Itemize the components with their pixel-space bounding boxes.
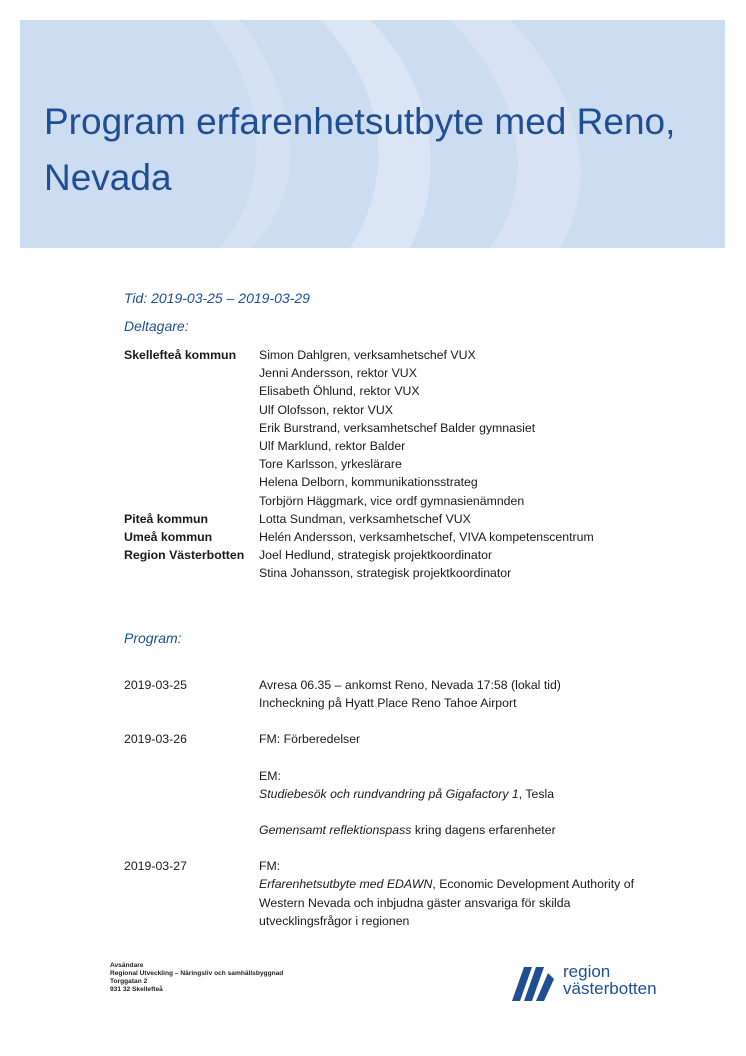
sender-line: Avsändare (110, 962, 144, 969)
participant-name: Helena Delborn, kommunikationsstrateg (259, 475, 478, 490)
program-line (259, 875, 644, 930)
program-day (124, 676, 644, 712)
program-line (259, 767, 644, 785)
program-day-content (259, 676, 644, 712)
participant-names (259, 528, 644, 546)
participant-org: Skellefteå kommun (124, 348, 237, 362)
program-text: Avresa 06.35 – ankomst Reno, Nevada 17:58 (lokal tid) (259, 678, 561, 692)
sender-line: 931 32 Skellefteå (110, 986, 163, 993)
program-text: FM: (259, 859, 281, 874)
sender-line: Torggatan 2 (110, 978, 148, 985)
participant-name: Jenni Andersson, rektor VUX (259, 366, 417, 381)
participant-name: Elisabeth Öhlund, rektor VUX (259, 384, 420, 399)
region-vasterbotten-logo-icon (510, 965, 556, 1003)
program-text: Incheckning på Hyatt Place Reno Tahoe Airport (259, 696, 517, 711)
participant-org: Umeå kommun (124, 530, 213, 545)
participant-name: Helén Andersson, verksamhetschef, VIVA kompetenscentrum (259, 530, 594, 545)
program-line (259, 857, 644, 875)
participant-group (124, 546, 644, 582)
program-block (259, 767, 644, 803)
program-day-content (259, 730, 644, 839)
program-block (259, 857, 644, 930)
program-activity: Gemensamt reflektionspass (259, 823, 412, 838)
participant-org: Piteå kommun (124, 511, 209, 526)
logo-text-vasterbotten: västerbotten (563, 979, 657, 998)
program-line (259, 821, 644, 839)
participant-name: Stina Johansson, strategisk projektkoordinator (259, 566, 512, 581)
participant-name: Ulf Marklund, rektor Balder (259, 439, 406, 454)
participant-names (259, 546, 644, 582)
participant-name: Lotta Sundman, verksamhetschef VUX (259, 511, 471, 526)
program-activity: Erfarenhetsutbyte med EDAWN (259, 877, 433, 892)
participant-name: Erik Burstrand, verksamhetschef Balder gymnasiet (259, 420, 536, 435)
page-title: Program erfarenhetsutbyte med Reno, Nevada (44, 101, 676, 198)
program-activity: Studiebesök och rundvandring på Gigafactory 1 (259, 786, 519, 801)
program-line (259, 785, 644, 803)
program-line (259, 676, 644, 694)
participant-group (124, 528, 644, 546)
participant-org: Region Västerbotten (124, 548, 245, 563)
participants-list (124, 346, 644, 583)
program-day (124, 857, 644, 930)
program-day (124, 730, 644, 839)
program-line (259, 730, 644, 748)
logo-text-region: region (563, 962, 611, 981)
time-period: Tid: 2019-03-25 – 2019-03-29 (124, 290, 310, 306)
program-line (259, 694, 644, 712)
program-text: kring dagens erfarenheter (411, 823, 556, 838)
participant-name: Torbjörn Häggmark, vice ordf gymnasienämnden (259, 493, 525, 508)
participant-name: Tore Karlsson, yrkeslärare (259, 457, 402, 472)
sender-address (110, 962, 283, 994)
program-text: , Tesla (518, 786, 555, 801)
region-logo (510, 963, 670, 1005)
program-block (259, 821, 644, 839)
program-block (259, 730, 644, 748)
sender-line: Regional Utveckling – Näringsliv och samhällsbyggnad (110, 970, 284, 977)
participant-name: Ulf Olofsson, rektor VUX (259, 402, 393, 417)
program-date: 2019-03-27 (124, 859, 187, 874)
program-text: FM: Förberedelser (259, 732, 361, 747)
program-heading: Program: (124, 630, 182, 646)
participant-name: Joel Hedlund, strategisk projektkoordinator (259, 548, 493, 563)
program-schedule (124, 676, 644, 948)
program-text: , Economic Development Authority of Western Nevada och inbjudna gäster ansvariga för skilda utvecklingsfrågor i regionen (259, 877, 635, 928)
program-date: 2019-03-25 (124, 678, 187, 692)
program-date: 2019-03-26 (124, 732, 187, 747)
participant-group (124, 346, 644, 510)
program-text: EM: (259, 768, 281, 783)
participant-group (124, 510, 644, 528)
participants-heading: Deltagare: (124, 318, 189, 334)
participant-names (259, 346, 644, 510)
program-day-content (259, 857, 644, 930)
participant-names (259, 510, 644, 528)
participant-name: Simon Dahlgren, verksamhetschef VUX (259, 348, 476, 362)
program-block (259, 676, 644, 712)
